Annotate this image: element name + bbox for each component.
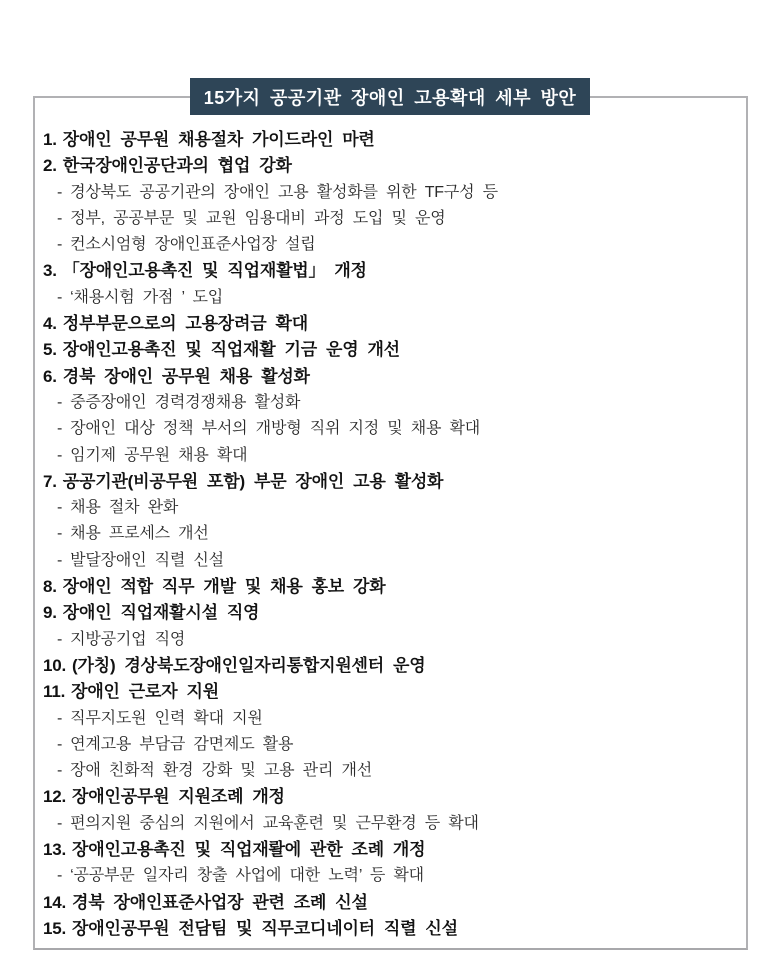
list-sub-item xyxy=(43,390,738,416)
list-item-label: 장애인 공무원 채용절차 가이드라인 마련 xyxy=(62,130,375,149)
list-item-header xyxy=(43,916,738,942)
sub-item-dash: - xyxy=(57,762,63,780)
sub-item-dash: - xyxy=(57,288,63,306)
list-item-number: 1. xyxy=(43,130,57,149)
sub-item-label: 편의지원 중심의 지원에서 교육훈련 및 근무환경 등 확대 xyxy=(70,814,479,832)
list-item-header xyxy=(43,679,738,705)
content-box xyxy=(33,96,748,950)
sub-item-label: 연계고용 부담금 감면제도 활용 xyxy=(70,735,294,753)
list-item-number: 10. xyxy=(43,655,67,675)
list-sub-item xyxy=(43,206,738,232)
measures-list xyxy=(35,98,746,942)
sub-item-dash: - xyxy=(57,867,63,885)
sub-item-label: 컨소시엄형 장애인표준사업장 설립 xyxy=(70,236,316,254)
list-item-label: 장애인 직업재활시설 직영 xyxy=(62,603,260,623)
list-item-header xyxy=(43,653,738,679)
sub-item-label: ‘공공부문 일자리 창출 사업에 대한 노력’ 등 확대 xyxy=(70,867,424,885)
sub-item-label: 채용 절차 완화 xyxy=(70,499,179,517)
list-sub-item xyxy=(43,495,738,521)
list-item-number: 9. xyxy=(43,603,57,623)
list-item-header xyxy=(43,784,738,810)
list-item-number: 14. xyxy=(43,892,67,912)
list-item-label: 장애인 근로자 지원 xyxy=(71,682,219,702)
list-sub-item xyxy=(43,521,738,547)
list-item-label: 장애인고용촉진 및 직업재활 기금 운영 개선 xyxy=(62,340,400,360)
sub-item-dash: - xyxy=(57,209,63,227)
list-item-label: 장애인공무원 지원조례 개정 xyxy=(72,787,285,807)
sub-item-dash: - xyxy=(57,446,63,464)
list-item-header xyxy=(43,127,738,153)
sub-item-label: 발달장애인 직렬 신설 xyxy=(70,551,224,569)
list-item-number: 3. xyxy=(43,261,57,281)
sub-item-dash: - xyxy=(57,525,63,543)
list-item-header xyxy=(43,364,738,390)
list-item-header xyxy=(43,890,738,916)
list-item-number: 13. xyxy=(43,840,67,860)
sub-item-dash: - xyxy=(57,183,63,201)
sub-item-label: 직무지도원 인력 확대 지원 xyxy=(70,709,263,727)
list-sub-item xyxy=(43,548,738,574)
list-item-number: 7. xyxy=(43,471,57,491)
list-item-label: 경북 장애인표준사업장 관련 조례 신설 xyxy=(72,892,368,912)
list-sub-item xyxy=(43,416,738,442)
list-sub-item xyxy=(43,732,738,758)
sub-item-dash: - xyxy=(57,551,63,569)
list-sub-item xyxy=(43,180,738,206)
list-sub-item xyxy=(43,285,738,311)
sub-item-label: 경상북도 공공기관의 장애인 고용 활성화를 위한 TF구성 등 xyxy=(70,183,498,201)
list-item-number: 5. xyxy=(43,340,57,360)
sub-item-dash: - xyxy=(57,709,63,727)
sub-item-label: 지방공기업 직영 xyxy=(70,630,186,648)
sub-item-label: 장애인 대상 정책 부서의 개방형 직위 지정 및 채용 확대 xyxy=(70,420,480,438)
sub-item-dash: - xyxy=(57,735,63,753)
sub-item-label: 중증장애인 경력경쟁채용 활성화 xyxy=(70,393,301,411)
list-item-header xyxy=(43,469,738,495)
list-item-label: (가칭) 경상북도장애인일자리통합지원센터 운영 xyxy=(72,655,426,675)
sub-item-label: 채용 프로세스 개선 xyxy=(70,525,209,543)
list-item-label: 한국장애인공단과의 협업 강화 xyxy=(62,156,292,176)
sub-item-dash: - xyxy=(57,393,63,411)
sub-item-dash: - xyxy=(57,236,63,254)
sub-item-label: 장애 친화적 환경 강화 및 고용 관리 개선 xyxy=(70,762,372,780)
list-item-number: 8. xyxy=(43,577,57,597)
list-sub-item xyxy=(43,232,738,258)
sub-item-label: ‘채용시험 가점 ’ 도입 xyxy=(70,288,224,306)
list-item-header xyxy=(43,153,738,179)
list-item-number: 6. xyxy=(43,366,57,386)
list-item-number: 2. xyxy=(43,156,57,176)
list-item-header xyxy=(43,337,738,363)
sub-item-label: 정부, 공공부문 및 교원 임용대비 과정 도입 및 운영 xyxy=(70,209,446,227)
list-item-label: 경북 장애인 공무원 채용 활성화 xyxy=(62,366,310,386)
list-item-number: 4. xyxy=(43,314,57,334)
list-item-label: 공공기관(비공무원 포함) 부문 장애인 고용 활성화 xyxy=(62,471,444,491)
list-item-number: 15. xyxy=(43,918,67,938)
list-sub-item xyxy=(43,758,738,784)
list-item-number: 11. xyxy=(43,682,66,702)
title-box xyxy=(190,78,590,115)
sub-item-dash: - xyxy=(57,630,63,648)
list-item-header xyxy=(43,574,738,600)
list-item-label: 장애인 적합 직무 개발 및 채용 홍보 강화 xyxy=(62,577,386,597)
sub-item-label: 임기제 공무원 채용 확대 xyxy=(70,446,248,464)
list-item-header xyxy=(43,311,738,337)
list-item-header xyxy=(43,258,738,284)
sub-item-dash: - xyxy=(57,814,63,832)
list-item-label: 장애인공무원 전담팀 및 직무코디네이터 직렬 신설 xyxy=(72,918,458,938)
list-item-header xyxy=(43,837,738,863)
list-item-label: 장애인고용촉진 및 직업재뢀에 관한 조례 개정 xyxy=(72,840,426,860)
list-sub-item xyxy=(43,627,738,653)
list-item-label: 「장애인고용촉진 및 직업재활법」 개정 xyxy=(62,261,367,281)
list-sub-item xyxy=(43,863,738,889)
list-item-number: 12. xyxy=(43,787,67,807)
sub-item-dash: - xyxy=(57,420,63,438)
list-item-label: 정부부문으로의 고용장려금 확대 xyxy=(62,314,308,334)
list-sub-item xyxy=(43,443,738,469)
list-sub-item xyxy=(43,811,738,837)
list-sub-item xyxy=(43,706,738,732)
page-title: 15가지 공공기관 장애인 고용확대 세부 방안 xyxy=(203,87,577,108)
list-item-header xyxy=(43,600,738,626)
sub-item-dash: - xyxy=(57,499,63,517)
